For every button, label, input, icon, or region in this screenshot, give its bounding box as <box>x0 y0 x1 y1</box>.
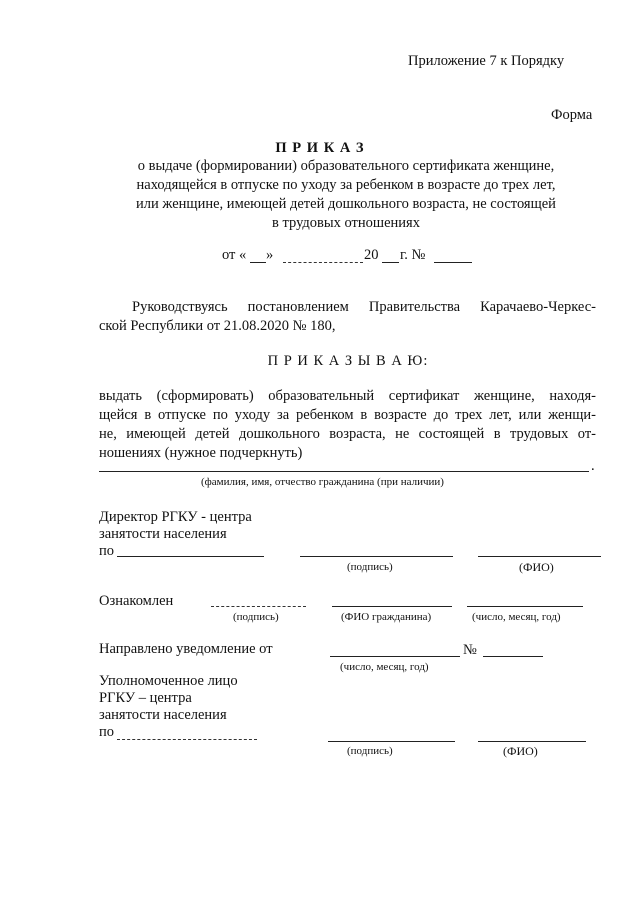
authorized-area-blank <box>117 739 257 740</box>
authorized-name-caption: (ФИО) <box>503 744 538 758</box>
acquainted-date-caption: (число, месяц, год) <box>472 611 561 623</box>
fullname-blank <box>99 471 589 472</box>
form-label: Форма <box>551 107 593 123</box>
acquainted-signature-blank <box>211 606 306 607</box>
year-blank <box>382 262 399 263</box>
date-year-suffix: г. № <box>400 247 426 263</box>
title-line-1: о выдаче (формировании) образовательного сертификата женщине, <box>137 158 555 174</box>
acquainted-signature-caption: (подпись) <box>233 611 279 623</box>
order-heading: П Р И К А З <box>275 140 365 156</box>
director-name-blank <box>478 556 601 557</box>
preamble-line-1: Руководствуясь постановлением Правительства Карачаево-Черкес- <box>132 299 596 315</box>
notice-date-caption: (число, месяц, год) <box>340 661 429 673</box>
title-line-4: в трудовых отношениях <box>272 215 420 231</box>
number-blank <box>434 262 472 263</box>
director-line-2: занятости населения <box>99 526 227 542</box>
appendix-label: Приложение 7 к Порядку <box>408 53 565 69</box>
order-body-line-4: ношениях (нужное подчеркнуть) <box>99 445 303 461</box>
notice-date-blank <box>330 656 460 657</box>
preamble-line-2: ской Республики от 21.08.2020 № 180, <box>99 318 336 334</box>
authorized-signature-caption: (подпись) <box>347 745 393 757</box>
month-blank <box>283 262 363 263</box>
director-line-3: по <box>99 543 115 559</box>
order-body-line-1: выдать (сформировать) образовательный сертификат женщине, находя- <box>99 388 596 404</box>
day-blank <box>250 262 266 263</box>
order-body-line-2: щейся в отпуске по уходу за ребенком в возрасте до трех лет, или женщи- <box>99 407 596 423</box>
notice-label: Направлено уведомление от <box>99 641 273 657</box>
date-year: 20 <box>364 247 379 263</box>
fullname-caption: (фамилия, имя, отчество гражданина (при наличии) <box>201 476 444 488</box>
director-name-caption: (ФИО) <box>519 560 554 574</box>
authorized-line-3: занятости населения <box>99 707 227 723</box>
director-line-1: Директор РГКУ - центра <box>99 509 252 525</box>
authorized-name-blank <box>478 741 586 742</box>
director-area-blank <box>117 556 264 557</box>
director-signature-caption: (подпись) <box>347 561 393 573</box>
authorized-line-4: по <box>99 724 115 740</box>
acquainted-label: Ознакомлен <box>99 593 174 609</box>
director-signature-blank <box>300 556 453 557</box>
acquainted-citizen-caption: (ФИО гражданина) <box>341 611 432 623</box>
title-line-3: или женщине, имеющей детей дошкольного возраста, не состоящей <box>136 196 556 212</box>
order-word: П Р И К А З Ы В А Ю: <box>267 353 429 369</box>
order-body-line-3: не, имеющей детей дошкольного возраста, не состоящей в трудовых от- <box>99 426 596 442</box>
acquainted-date-blank <box>467 606 583 607</box>
date-from: от « <box>222 247 247 263</box>
authorized-line-2: РГКУ – центра <box>99 690 192 706</box>
authorized-signature-blank <box>328 741 455 742</box>
title-line-2: находящейся в отпуске по уходу за ребенком в возрасте до трех лет, <box>136 177 556 193</box>
date-quote-close: » <box>266 247 274 263</box>
acquainted-citizen-blank <box>332 606 452 607</box>
fullname-dot: . <box>591 458 595 474</box>
notice-number-sign: № <box>463 642 477 658</box>
notice-number-blank <box>483 656 543 657</box>
authorized-line-1: Уполномоченное лицо <box>99 673 238 689</box>
